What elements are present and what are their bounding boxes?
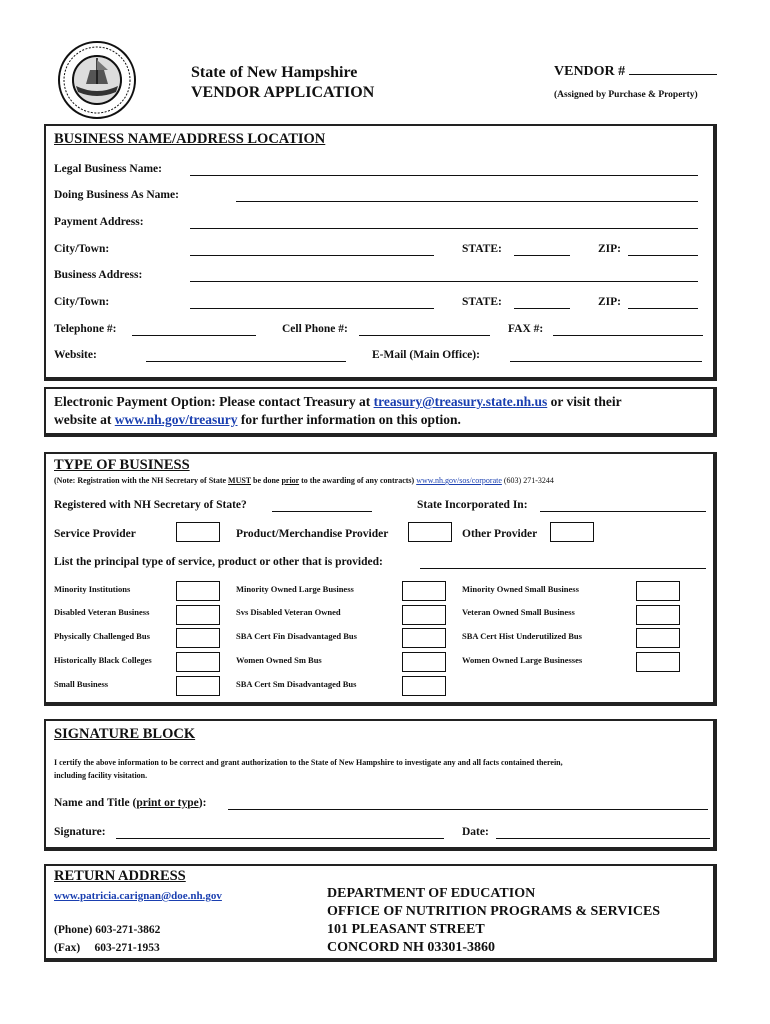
- legal-name-label: Legal Business Name:: [54, 163, 162, 175]
- category-checkbox[interactable]: [176, 676, 220, 696]
- dba-label: Doing Business As Name:: [54, 189, 179, 201]
- return-city: CONCORD NH 03301-3860: [327, 940, 495, 955]
- payment-address-field[interactable]: [190, 228, 698, 229]
- header-state: State of New Hampshire: [191, 64, 358, 81]
- signature-heading: SIGNATURE BLOCK: [54, 726, 196, 742]
- type-note: (Note: Registration with the NH Secretary of State MUST be done prior to the awarding of any contracts) www.nh.gov/sos/corporate (603) 271-3244: [54, 476, 554, 485]
- category-label: Minority Owned Large Business: [236, 584, 354, 594]
- cell-field[interactable]: [359, 335, 490, 336]
- category-label: Svs Disabled Veteran Owned: [236, 607, 341, 617]
- fax-field[interactable]: [553, 335, 703, 336]
- payment-line-2: website at www.nh.gov/treasury for further information on this option.: [54, 412, 461, 427]
- category-checkbox[interactable]: [176, 605, 220, 625]
- city1-field[interactable]: [190, 255, 434, 256]
- name-title-label: Name and Title (print or type):: [54, 797, 207, 809]
- zip1-field[interactable]: [628, 255, 698, 256]
- type-heading: TYPE OF BUSINESS: [54, 457, 190, 473]
- certify-line-2: including facility visitation.: [54, 771, 148, 780]
- vendor-number-label: VENDOR #: [554, 64, 717, 80]
- return-street: 101 PLEASANT STREET: [327, 922, 485, 937]
- state1-label: STATE:: [462, 243, 502, 255]
- category-checkbox[interactable]: [402, 652, 446, 672]
- list-principal-field[interactable]: [420, 568, 706, 569]
- telephone-label: Telephone #:: [54, 323, 117, 335]
- assigned-note: (Assigned by Purchase & Property): [554, 90, 698, 100]
- return-email-link[interactable]: www.patricia.carignan@doe.nh.gov: [54, 890, 222, 902]
- fax-label: FAX #:: [508, 323, 544, 335]
- category-label: Historically Black Colleges: [54, 655, 152, 665]
- payment-line-1: Electronic Payment Option: Please contact Treasury at treasury@treasury.state.nh.us or visit their: [54, 394, 622, 409]
- return-dept: DEPARTMENT OF EDUCATION: [327, 886, 536, 901]
- category-checkbox[interactable]: [176, 652, 220, 672]
- category-label: Physically Challenged Bus: [54, 631, 150, 641]
- service-provider-checkbox[interactable]: [176, 522, 220, 542]
- registered-label: Registered with NH Secretary of State?: [54, 499, 247, 511]
- category-checkbox[interactable]: [636, 581, 680, 601]
- category-checkbox[interactable]: [176, 581, 220, 601]
- business-address-label: Business Address:: [54, 269, 143, 281]
- type-section: [44, 452, 717, 706]
- state1-field[interactable]: [514, 255, 570, 256]
- zip1-label: ZIP:: [598, 243, 621, 255]
- category-label: SBA Cert Sm Disadvantaged Bus: [236, 679, 357, 689]
- business-heading: BUSINESS NAME/ADDRESS LOCATION: [54, 131, 326, 147]
- product-provider-checkbox[interactable]: [408, 522, 452, 542]
- city2-field[interactable]: [190, 308, 434, 309]
- website-field[interactable]: [146, 361, 346, 362]
- dba-field[interactable]: [236, 201, 698, 202]
- category-checkbox[interactable]: [636, 652, 680, 672]
- sos-link[interactable]: www.nh.gov/sos/corporate: [416, 476, 502, 485]
- email-field[interactable]: [510, 361, 702, 362]
- incorporated-label: State Incorporated In:: [417, 499, 528, 511]
- return-phone: (Phone) 603-271-3862: [54, 924, 161, 936]
- list-principal-label: List the principal type of service, product or other that is provided:: [54, 556, 383, 568]
- date-field[interactable]: [496, 838, 710, 839]
- return-fax: (Fax) 603-271-1953: [54, 942, 160, 954]
- state-seal: [56, 40, 138, 120]
- product-provider-label: Product/Merchandise Provider: [236, 528, 389, 540]
- category-checkbox[interactable]: [402, 628, 446, 648]
- payment-address-label: Payment Address:: [54, 216, 144, 228]
- category-label: Women Owned Sm Bus: [236, 655, 322, 665]
- cell-label: Cell Phone #:: [282, 323, 348, 335]
- category-label: Minority Institutions: [54, 584, 131, 594]
- category-label: SBA Cert Hist Underutilized Bus: [462, 631, 582, 641]
- date-label: Date:: [462, 826, 489, 838]
- incorporated-field[interactable]: [540, 511, 706, 512]
- telephone-field[interactable]: [132, 335, 256, 336]
- category-checkbox[interactable]: [402, 581, 446, 601]
- state2-field[interactable]: [514, 308, 570, 309]
- business-address-field[interactable]: [190, 281, 698, 282]
- treasury-email-link[interactable]: treasury@treasury.state.nh.us: [373, 394, 548, 409]
- category-checkbox[interactable]: [402, 676, 446, 696]
- category-label: Small Business: [54, 679, 109, 689]
- website-label: Website:: [54, 349, 97, 361]
- service-provider-label: Service Provider: [54, 528, 136, 540]
- category-checkbox[interactable]: [636, 628, 680, 648]
- signature-field[interactable]: [116, 838, 444, 839]
- city1-label: City/Town:: [54, 243, 110, 255]
- name-title-field[interactable]: [228, 809, 708, 810]
- other-provider-label: Other Provider: [462, 528, 538, 540]
- other-provider-checkbox[interactable]: [550, 522, 594, 542]
- category-label: Minority Owned Small Business: [462, 584, 579, 594]
- category-label: Veteran Owned Small Business: [462, 607, 575, 617]
- state2-label: STATE:: [462, 296, 502, 308]
- zip2-label: ZIP:: [598, 296, 621, 308]
- return-office: OFFICE OF NUTRITION PROGRAMS & SERVICES: [327, 904, 661, 919]
- zip2-field[interactable]: [628, 308, 698, 309]
- state-seal-icon: [56, 40, 138, 120]
- registered-field[interactable]: [272, 511, 372, 512]
- email-label: E-Mail (Main Office):: [372, 349, 480, 361]
- category-label: Disabled Veteran Business: [54, 607, 150, 617]
- category-checkbox[interactable]: [176, 628, 220, 648]
- certify-line-1: I certify the above information to be correct and grant authorization to the State of New Hampshire to investigate any and all facts contained therein,: [54, 758, 563, 767]
- return-heading: RETURN ADDRESS: [54, 868, 186, 884]
- category-label: Women Owned Large Businesses: [462, 655, 583, 665]
- category-checkbox[interactable]: [402, 605, 446, 625]
- page-title: VENDOR APPLICATION: [191, 84, 375, 101]
- treasury-web-link[interactable]: www.nh.gov/treasury: [114, 412, 238, 427]
- signature-label: Signature:: [54, 826, 106, 838]
- city2-label: City/Town:: [54, 296, 110, 308]
- legal-name-field[interactable]: [190, 175, 698, 176]
- category-label: SBA Cert Fin Disadvantaged Bus: [236, 631, 357, 641]
- category-checkbox[interactable]: [636, 605, 680, 625]
